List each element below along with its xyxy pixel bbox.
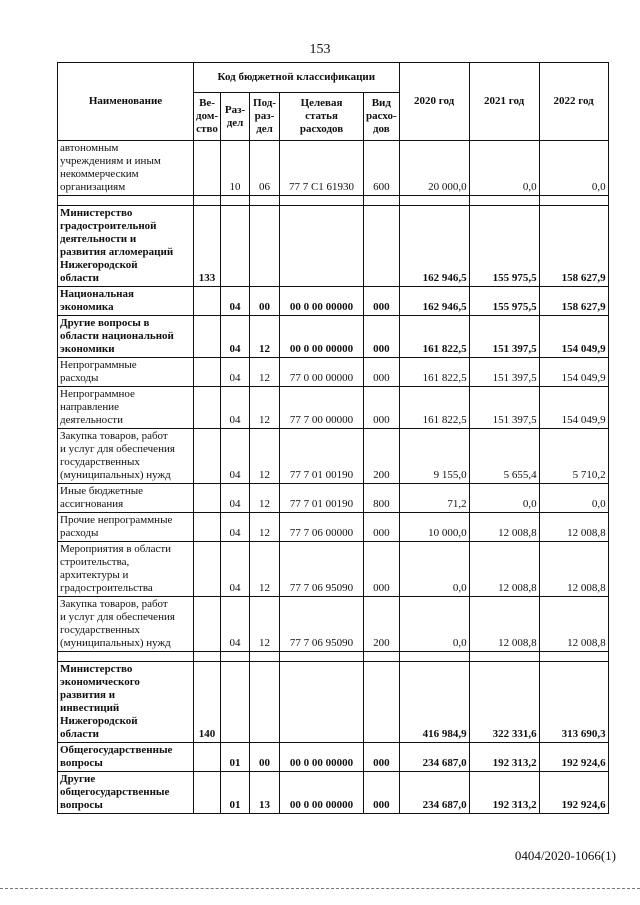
header-2022: 2022 год: [539, 63, 608, 141]
page-number: 153: [309, 42, 331, 57]
cell-2020: 0,0: [399, 597, 469, 652]
cell-vedomstvo: [194, 141, 221, 196]
spacer-cell: [250, 652, 280, 662]
cell-vedomstvo: [194, 316, 221, 358]
cell-name: Прочие непрограммные расходы: [58, 513, 194, 542]
cell-razdel: [221, 662, 250, 743]
cell-vedomstvo: [194, 387, 221, 429]
cell-target-article: 77 7 06 00000: [280, 513, 364, 542]
table-body: [58, 141, 609, 814]
cell-name: Другие вопросы в области национальной экономики: [58, 316, 194, 358]
cell-razdel: 04: [221, 316, 250, 358]
spacer-cell: [280, 652, 364, 662]
cell-expense-type: 000: [364, 772, 400, 814]
cell-2020: 0,0: [399, 542, 469, 597]
cell-2022: 192 924,6: [539, 743, 608, 772]
cell-2020: 161 822,5: [399, 316, 469, 358]
spacer-cell: [364, 652, 400, 662]
spacer-cell: [280, 196, 364, 206]
cell-2021: 151 397,5: [469, 358, 539, 387]
header-razdel: Раз- дел: [221, 93, 250, 141]
cell-name: Непрограммные расходы: [58, 358, 194, 387]
cell-expense-type: 800: [364, 484, 400, 513]
cell-vedomstvo: [194, 772, 221, 814]
cell-razdel: 04: [221, 597, 250, 652]
cell-vedomstvo: [194, 513, 221, 542]
cell-target-article: 77 7 06 95090: [280, 597, 364, 652]
table-row: [58, 743, 609, 772]
header-expense-type: Вид расхо- дов: [364, 93, 400, 141]
table-row: [58, 387, 609, 429]
cell-2022: 12 008,8: [539, 542, 608, 597]
cell-2021: 0,0: [469, 141, 539, 196]
table-header: [58, 63, 609, 141]
cell-2022: 158 627,9: [539, 287, 608, 316]
cell-expense-type: 600: [364, 141, 400, 196]
table-row: [58, 429, 609, 484]
cell-2020: 161 822,5: [399, 387, 469, 429]
cell-target-article: 77 7 06 95090: [280, 542, 364, 597]
cell-expense-type: [364, 662, 400, 743]
cell-2020: 234 687,0: [399, 743, 469, 772]
spacer-cell: [399, 652, 469, 662]
cell-2021: 155 975,5: [469, 287, 539, 316]
cell-expense-type: 000: [364, 743, 400, 772]
cell-vedomstvo: [194, 542, 221, 597]
cell-2021: 12 008,8: [469, 597, 539, 652]
header-name: Наименование: [58, 63, 194, 141]
spacer-cell: [399, 196, 469, 206]
cell-name: Закупка товаров, работ и услуг для обеспечения государственных (муниципальных) нужд: [58, 597, 194, 652]
cell-2020: 9 155,0: [399, 429, 469, 484]
budget-table: [57, 62, 609, 814]
cell-razdel: [221, 206, 250, 287]
spacer-cell: [221, 652, 250, 662]
table-row: [58, 287, 609, 316]
cell-2022: 5 710,2: [539, 429, 608, 484]
cell-vedomstvo: [194, 358, 221, 387]
table-row: [58, 206, 609, 287]
cell-expense-type: 000: [364, 358, 400, 387]
cell-podrazdel: 12: [250, 387, 280, 429]
cell-name: Министерство градостроительной деятельности и развития агломераций Нижегородской области: [58, 206, 194, 287]
table-row: [58, 662, 609, 743]
cell-2020: 10 000,0: [399, 513, 469, 542]
cell-target-article: 00 0 00 00000: [280, 772, 364, 814]
table-row: [58, 542, 609, 597]
cell-expense-type: 200: [364, 429, 400, 484]
cell-target-article: 77 7 00 00000: [280, 387, 364, 429]
cell-name: Закупка товаров, работ и услуг для обеспечения государственных (муниципальных) нужд: [58, 429, 194, 484]
cell-razdel: 04: [221, 387, 250, 429]
cell-podrazdel: [250, 206, 280, 287]
cell-2022: 158 627,9: [539, 206, 608, 287]
cell-target-article: 77 7 01 00190: [280, 429, 364, 484]
cell-2022: 0,0: [539, 484, 608, 513]
cell-podrazdel: 12: [250, 316, 280, 358]
cell-name: Другие общегосударственные вопросы: [58, 772, 194, 814]
table-row: [58, 141, 609, 196]
cell-razdel: 04: [221, 287, 250, 316]
spacer-cell: [58, 652, 194, 662]
cell-podrazdel: 12: [250, 597, 280, 652]
cell-razdel: 04: [221, 513, 250, 542]
cell-2021: 0,0: [469, 484, 539, 513]
cell-podrazdel: 00: [250, 743, 280, 772]
cell-2021: 192 313,2: [469, 772, 539, 814]
cell-target-article: 77 7 С1 61930: [280, 141, 364, 196]
cell-2020: 162 946,5: [399, 206, 469, 287]
cell-razdel: 01: [221, 772, 250, 814]
cell-podrazdel: 00: [250, 287, 280, 316]
cell-razdel: 01: [221, 743, 250, 772]
cell-razdel: 04: [221, 484, 250, 513]
cell-razdel: 04: [221, 542, 250, 597]
cell-podrazdel: [250, 662, 280, 743]
cell-name: Непрограммное направление деятельности: [58, 387, 194, 429]
spacer-row: [58, 196, 609, 206]
cell-podrazdel: 12: [250, 513, 280, 542]
cell-vedomstvo: 140: [194, 662, 221, 743]
document-code: 0404/2020-1066(1): [514, 848, 616, 863]
cell-2022: 12 008,8: [539, 513, 608, 542]
cell-vedomstvo: 133: [194, 206, 221, 287]
table-row: [58, 316, 609, 358]
cell-name: Общегосударственные вопросы: [58, 743, 194, 772]
cell-target-article: 00 0 00 00000: [280, 316, 364, 358]
cell-expense-type: [364, 206, 400, 287]
header-target-article: Целевая статья расходов: [280, 93, 364, 141]
cell-vedomstvo: [194, 484, 221, 513]
cell-razdel: 04: [221, 429, 250, 484]
spacer-cell: [539, 196, 608, 206]
cell-2021: 192 313,2: [469, 743, 539, 772]
cell-name: Мероприятия в области строительства, архитектуры и градостроительства: [58, 542, 194, 597]
table-row: [58, 513, 609, 542]
spacer-cell: [469, 196, 539, 206]
header-vedomstvo: Ве- дом- ство: [194, 93, 221, 141]
cell-2022: 12 008,8: [539, 597, 608, 652]
cell-2021: 151 397,5: [469, 387, 539, 429]
cell-2021: 5 655,4: [469, 429, 539, 484]
spacer-cell: [194, 652, 221, 662]
spacer-cell: [58, 196, 194, 206]
cell-target-article: 77 0 00 00000: [280, 358, 364, 387]
cell-expense-type: 000: [364, 387, 400, 429]
cell-expense-type: 000: [364, 513, 400, 542]
spacer-cell: [364, 196, 400, 206]
cell-2020: 234 687,0: [399, 772, 469, 814]
cell-2020: 71,2: [399, 484, 469, 513]
cell-2021: 151 397,5: [469, 316, 539, 358]
cell-2020: 162 946,5: [399, 287, 469, 316]
cell-target-article: 00 0 00 00000: [280, 287, 364, 316]
cell-2022: 154 049,9: [539, 358, 608, 387]
cell-target-article: [280, 662, 364, 743]
cell-expense-type: 000: [364, 287, 400, 316]
cell-podrazdel: 12: [250, 358, 280, 387]
spacer-cell: [221, 196, 250, 206]
cell-2021: 12 008,8: [469, 542, 539, 597]
table-row: [58, 772, 609, 814]
cell-podrazdel: 13: [250, 772, 280, 814]
cell-2021: 12 008,8: [469, 513, 539, 542]
cell-podrazdel: 12: [250, 429, 280, 484]
spacer-row: [58, 652, 609, 662]
cell-vedomstvo: [194, 743, 221, 772]
cell-2020: 20 000,0: [399, 141, 469, 196]
cell-podrazdel: 06: [250, 141, 280, 196]
bottom-rule: [0, 888, 640, 889]
cell-2022: 154 049,9: [539, 316, 608, 358]
cell-vedomstvo: [194, 287, 221, 316]
spacer-cell: [539, 652, 608, 662]
cell-target-article: [280, 206, 364, 287]
table-row: [58, 484, 609, 513]
cell-name: Министерство экономического развития и инвестиций Нижегородской области: [58, 662, 194, 743]
cell-name: Национальная экономика: [58, 287, 194, 316]
cell-name: автономным учреждениям и иным некоммерческим организациям: [58, 141, 194, 196]
cell-podrazdel: 12: [250, 542, 280, 597]
cell-expense-type: 200: [364, 597, 400, 652]
cell-2022: 313 690,3: [539, 662, 608, 743]
table-row: [58, 597, 609, 652]
cell-expense-type: 000: [364, 542, 400, 597]
header-2021: 2021 год: [469, 63, 539, 141]
cell-2022: 192 924,6: [539, 772, 608, 814]
cell-podrazdel: 12: [250, 484, 280, 513]
cell-2022: 154 049,9: [539, 387, 608, 429]
cell-expense-type: 000: [364, 316, 400, 358]
cell-2020: 416 984,9: [399, 662, 469, 743]
cell-vedomstvo: [194, 597, 221, 652]
cell-target-article: 77 7 01 00190: [280, 484, 364, 513]
header-podrazdel: Под- раз- дел: [250, 93, 280, 141]
spacer-cell: [469, 652, 539, 662]
cell-2022: 0,0: [539, 141, 608, 196]
cell-2021: 322 331,6: [469, 662, 539, 743]
cell-name: Иные бюджетные ассигнования: [58, 484, 194, 513]
cell-2020: 161 822,5: [399, 358, 469, 387]
cell-razdel: 10: [221, 141, 250, 196]
table-row: [58, 358, 609, 387]
spacer-cell: [250, 196, 280, 206]
header-code-group: Код бюджетной классификации: [194, 63, 400, 93]
cell-razdel: 04: [221, 358, 250, 387]
header-2020: 2020 год: [399, 63, 469, 141]
spacer-cell: [194, 196, 221, 206]
cell-vedomstvo: [194, 429, 221, 484]
cell-2021: 155 975,5: [469, 206, 539, 287]
cell-target-article: 00 0 00 00000: [280, 743, 364, 772]
